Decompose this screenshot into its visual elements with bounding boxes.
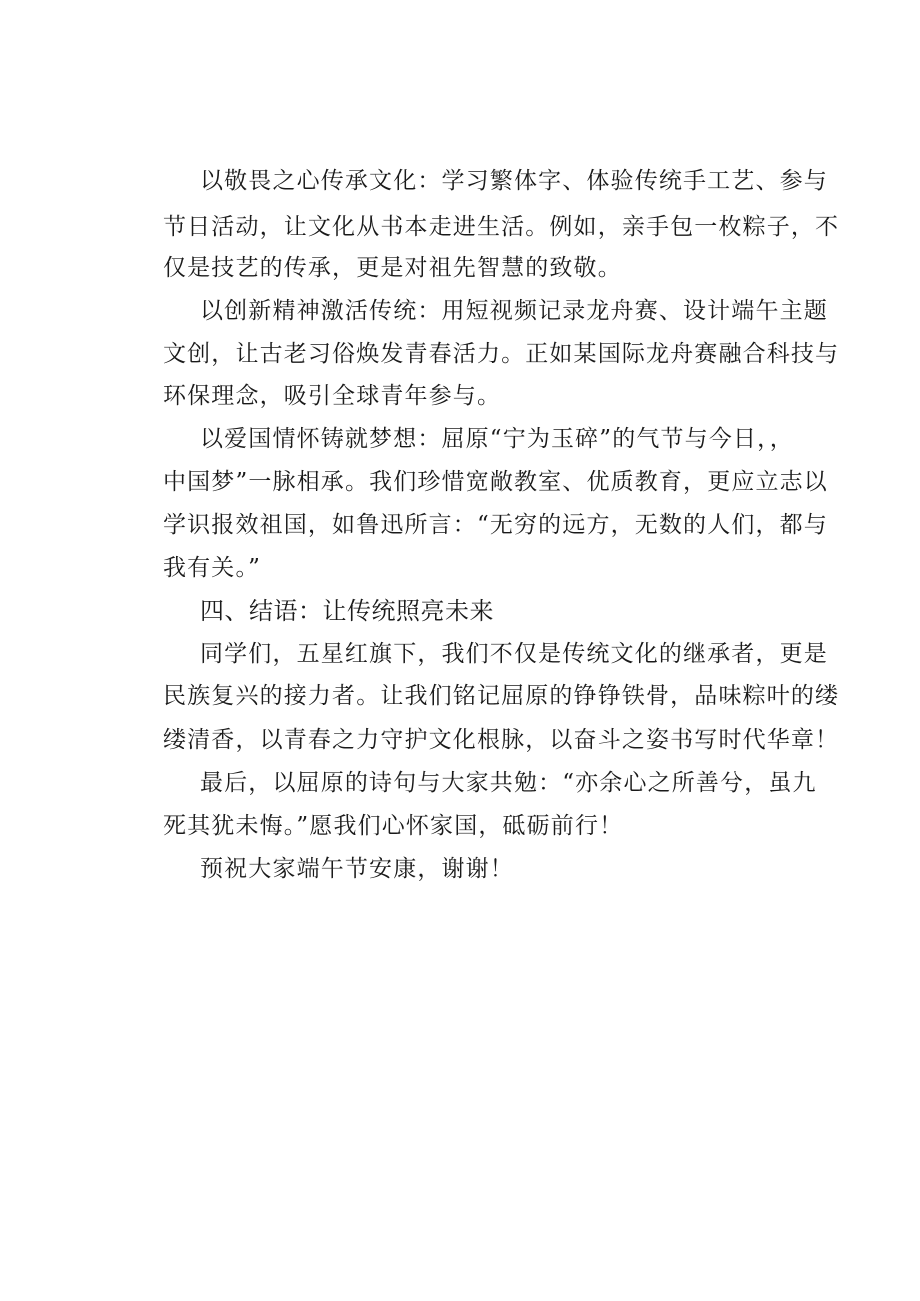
paragraph-line: 以创新精神激活传统：用短视频记录龙舟赛、设计端午主题 (200, 298, 828, 324)
paragraph-line: 预祝大家端午节安康，谢谢！ (200, 856, 514, 882)
paragraph-line: 民族复兴的接力者。让我们铭记屈原的铮铮铁骨，品味粽叶的缕 (163, 683, 840, 709)
paragraph-line: 仅是技艺的传承，更是对祖先智慧的致敬。 (163, 255, 622, 281)
paragraph-line: 中国梦”一脉相承。我们珍惜宽敞教室、优质教育，更应立志以 (163, 469, 828, 495)
paragraph-line: 同学们，五星红旗下，我们不仅是传统文化的继承者，更是 (200, 641, 828, 667)
paragraph-line: 死其犹未悔。”愿我们心怀家国，砥砺前行！ (163, 813, 624, 839)
paragraph-line: 以爱国情怀铸就梦想：屈原“宁为玉碎”的气节与今日，， (200, 426, 794, 452)
paragraph-line: 以敬畏之心传承文化：学习繁体字、体验传统手工艺、参与 (200, 168, 828, 194)
paragraph-line: 文创，让古老习俗焕发青春活力。正如某国际龙舟赛融合科技与 (163, 341, 840, 367)
paragraph-line: 最后，以屈原的诗句与大家共勉：“亦余心之所善兮，虽九 (200, 770, 817, 796)
paragraph-line: 学识报效祖国，如鲁迅所言：“无穷的远方，无数的人们，都与 (163, 512, 828, 538)
section-heading: 四、结语：让传统照亮未来 (200, 597, 494, 625)
paragraph-line: 我有关。” (163, 555, 262, 581)
paragraph-line: 环保理念，吸引全球青年参与。 (163, 383, 502, 409)
paragraph-line: 缕清香，以青春之力守护文化根脉，以奋斗之姿书写时代华章！ (163, 727, 840, 753)
paragraph-line: 节日活动，让文化从书本走进生活。例如，亲手包一枚粽子，不 (163, 214, 840, 240)
